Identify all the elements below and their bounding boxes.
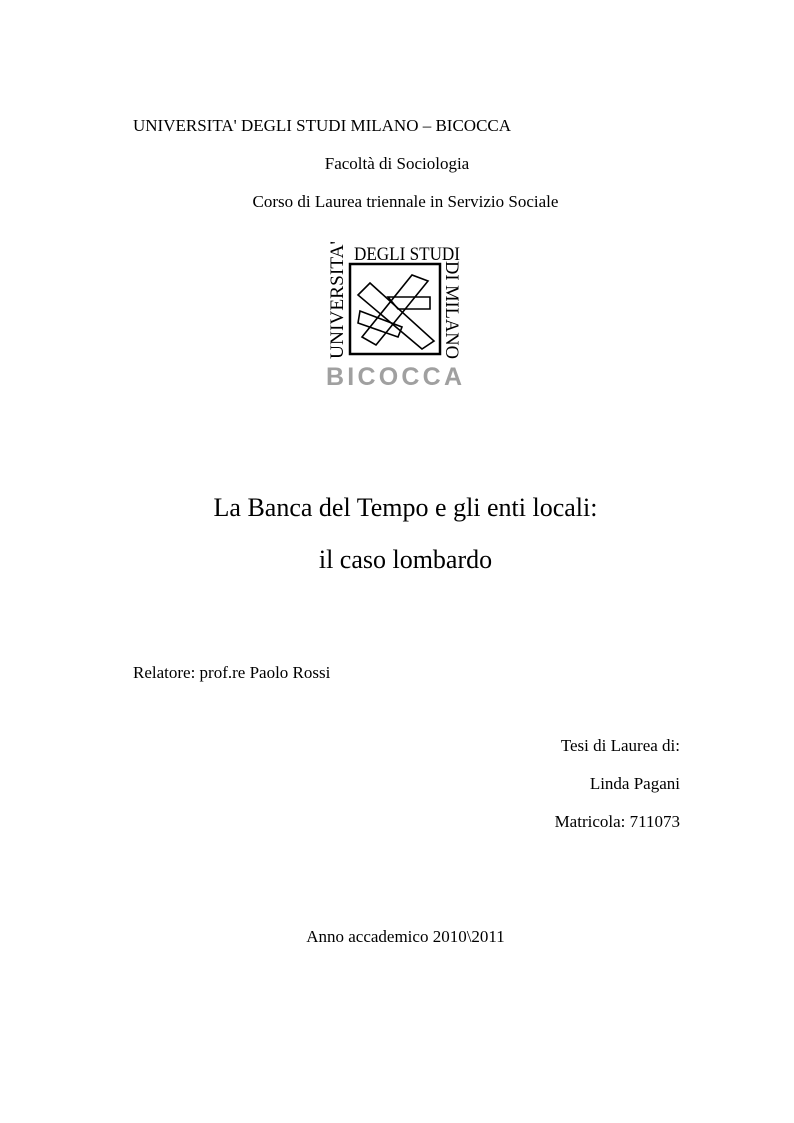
candidate-name: Linda Pagani: [589, 774, 680, 793]
university-logo: [318, 237, 470, 391]
logo-right-text: DI MILANO: [441, 261, 462, 362]
logo-bottom-text: BICOCCA: [326, 363, 462, 391]
logo-top-text: DEGLI STUDI: [354, 244, 460, 265]
university-name: UNIVERSITA' DEGLI STUDI MILANO – BICOCCA: [133, 116, 512, 135]
faculty-name: Facoltà di Sociologia: [324, 154, 470, 173]
course-name: Corso di Laurea triennale in Servizio Sociale: [252, 192, 559, 211]
candidate-matricola: Matricola: 711073: [554, 812, 680, 831]
thesis-title-line-1: La Banca del Tempo e gli enti locali:: [213, 493, 598, 522]
logo-cross-icon: [358, 275, 434, 349]
thesis-title-line-2: il caso lombardo: [318, 545, 493, 574]
academic-year: Anno accademico 2010\2011: [306, 927, 505, 946]
logo-left-text: UNIVERSITA': [327, 243, 348, 359]
candidate-label: Tesi di Laurea di:: [560, 736, 680, 755]
supervisor: Relatore: prof.re Paolo Rossi: [133, 663, 331, 682]
